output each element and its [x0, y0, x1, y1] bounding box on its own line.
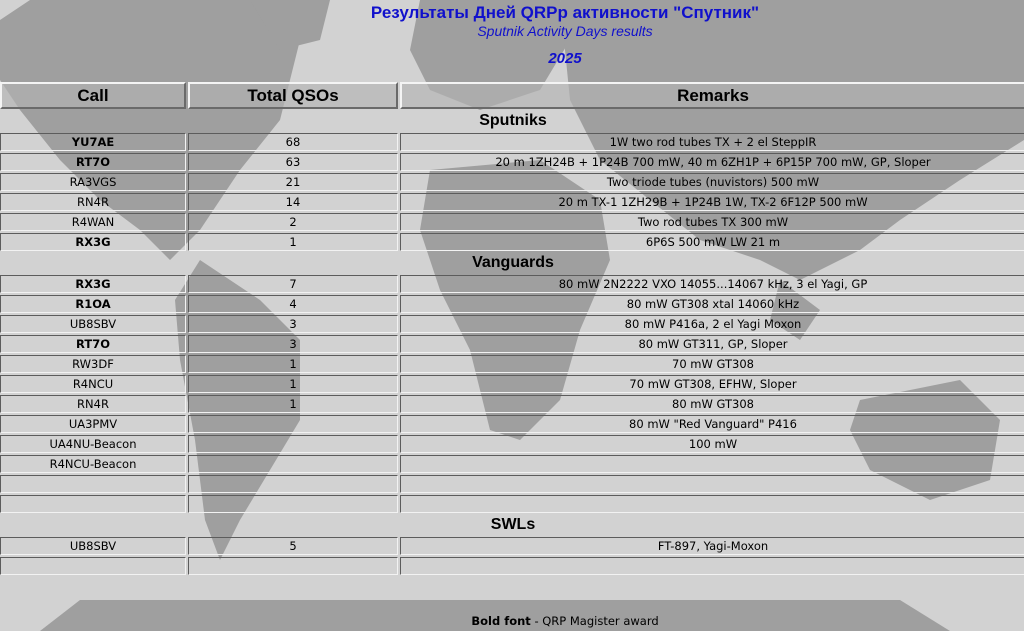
call-cell: RW3DF: [0, 355, 186, 373]
section-header-row: [0, 111, 1024, 131]
call-cell: RX3G: [0, 275, 186, 293]
legend-description: - QRP Magister award: [530, 614, 659, 628]
table-row: [0, 537, 1024, 555]
qsos-cell: 3: [188, 335, 398, 353]
remarks-cell: 70 mW GT308, EFHW, Sloper: [400, 375, 1024, 393]
table-row: [0, 295, 1024, 313]
remarks-cell: 100 mW: [400, 435, 1024, 453]
call-cell: UB8SBV: [0, 315, 186, 333]
qsos-cell: 1: [188, 395, 398, 413]
page-title: Результаты Дней QRPp активности "Спутник": [370, 3, 760, 22]
section-title-sputniks: Sputniks: [479, 112, 547, 129]
column-header-total-qsos: Total QSOs: [188, 82, 398, 109]
call-cell: YU7AE: [0, 133, 186, 151]
remarks-cell: FT-897, Yagi-Moxon: [400, 537, 1024, 555]
table-row: [0, 213, 1024, 231]
call-cell: R1OA: [0, 295, 186, 313]
call-cell: RN4R: [0, 193, 186, 211]
remarks-cell: 80 mW "Red Vanguard" P416: [400, 415, 1024, 433]
results-table: [0, 80, 1024, 577]
remarks-cell: 6P6S 500 mW LW 21 m: [400, 233, 1024, 251]
remarks-cell: [400, 475, 1024, 493]
table-row: [0, 395, 1024, 413]
column-header-call: Call: [0, 82, 186, 109]
remarks-cell: Two triode tubes (nuvistors) 500 mW: [400, 173, 1024, 191]
table-row: [0, 435, 1024, 453]
table-row-empty: [0, 495, 1024, 513]
call-cell: R4WAN: [0, 213, 186, 231]
remarks-cell: Two rod tubes TX 300 mW: [400, 213, 1024, 231]
call-cell: UA3PMV: [0, 415, 186, 433]
call-cell: R4NCU-Beacon: [0, 455, 186, 473]
header-row: [0, 82, 1024, 109]
legend-bold-label: Bold font: [471, 614, 531, 628]
remarks-cell: 80 mW P416a, 2 el Yagi Moxon: [400, 315, 1024, 333]
section-header-row: [0, 253, 1024, 273]
remarks-cell: 80 mW GT308 xtal 14060 kHz: [400, 295, 1024, 313]
call-cell: UA4NU-Beacon: [0, 435, 186, 453]
table-row: [0, 153, 1024, 171]
remarks-cell: 70 mW GT308: [400, 355, 1024, 373]
section-title-vanguards: Vanguards: [472, 254, 554, 271]
qsos-cell: 1: [188, 375, 398, 393]
results-year: 2025: [548, 50, 582, 67]
remarks-cell: 80 mW GT308: [400, 395, 1024, 413]
table-row: [0, 193, 1024, 211]
table-row: [0, 455, 1024, 473]
call-cell: RN4R: [0, 395, 186, 413]
table-row: [0, 275, 1024, 293]
qsos-cell: 7: [188, 275, 398, 293]
table-row: [0, 315, 1024, 333]
remarks-cell: [400, 557, 1024, 575]
table-row: [0, 355, 1024, 373]
remarks-cell: 80 mW GT311, GP, Sloper: [400, 335, 1024, 353]
qsos-cell: 2: [188, 213, 398, 231]
call-cell: RX3G: [0, 233, 186, 251]
table-row-empty: [0, 475, 1024, 493]
qsos-cell: [188, 475, 398, 493]
remarks-cell: 80 mW 2N2222 VXO 14055...14067 kHz, 3 el Yagi, GP: [400, 275, 1024, 293]
call-cell: [0, 557, 186, 575]
qsos-cell: 4: [188, 295, 398, 313]
section-header-row: [0, 515, 1024, 535]
section-title-swls: SWLs: [490, 516, 536, 533]
qsos-cell: [188, 557, 398, 575]
qsos-cell: 1: [188, 355, 398, 373]
table-row: [0, 335, 1024, 353]
qsos-cell: [188, 435, 398, 453]
call-cell: RT7O: [0, 335, 186, 353]
table-row: [0, 173, 1024, 191]
table-row-empty: [0, 557, 1024, 575]
call-cell: [0, 495, 186, 513]
qsos-cell: [188, 455, 398, 473]
table-row: [0, 415, 1024, 433]
call-cell: RT7O: [0, 153, 186, 171]
column-header-remarks: Remarks: [400, 82, 1024, 109]
remarks-cell: 1W two rod tubes TX + 2 el SteppIR: [400, 133, 1024, 151]
call-cell: R4NCU: [0, 375, 186, 393]
table-row: [0, 133, 1024, 151]
qsos-cell: 63: [188, 153, 398, 171]
call-cell: RA3VGS: [0, 173, 186, 191]
qsos-cell: 14: [188, 193, 398, 211]
qsos-cell: 21: [188, 173, 398, 191]
remarks-cell: [400, 495, 1024, 513]
page-subtitle: Sputnik Activity Days results: [477, 23, 653, 39]
remarks-cell: 20 m TX-1 1ZH29B + 1P24B 1W, TX-2 6F12P 500 mW: [400, 193, 1024, 211]
call-cell: UB8SBV: [0, 537, 186, 555]
qsos-cell: 68: [188, 133, 398, 151]
legend-note: [0, 614, 1024, 628]
qsos-cell: 1: [188, 233, 398, 251]
remarks-cell: [400, 455, 1024, 473]
qsos-cell: 3: [188, 315, 398, 333]
table-row: [0, 233, 1024, 251]
qsos-cell: 5: [188, 537, 398, 555]
remarks-cell: 20 m 1ZH24B + 1P24B 700 mW, 40 m 6ZH1P + 6P15P 700 mW, GP, Sloper: [400, 153, 1024, 171]
table-row: [0, 375, 1024, 393]
call-cell: [0, 475, 186, 493]
qsos-cell: [188, 415, 398, 433]
qsos-cell: [188, 495, 398, 513]
